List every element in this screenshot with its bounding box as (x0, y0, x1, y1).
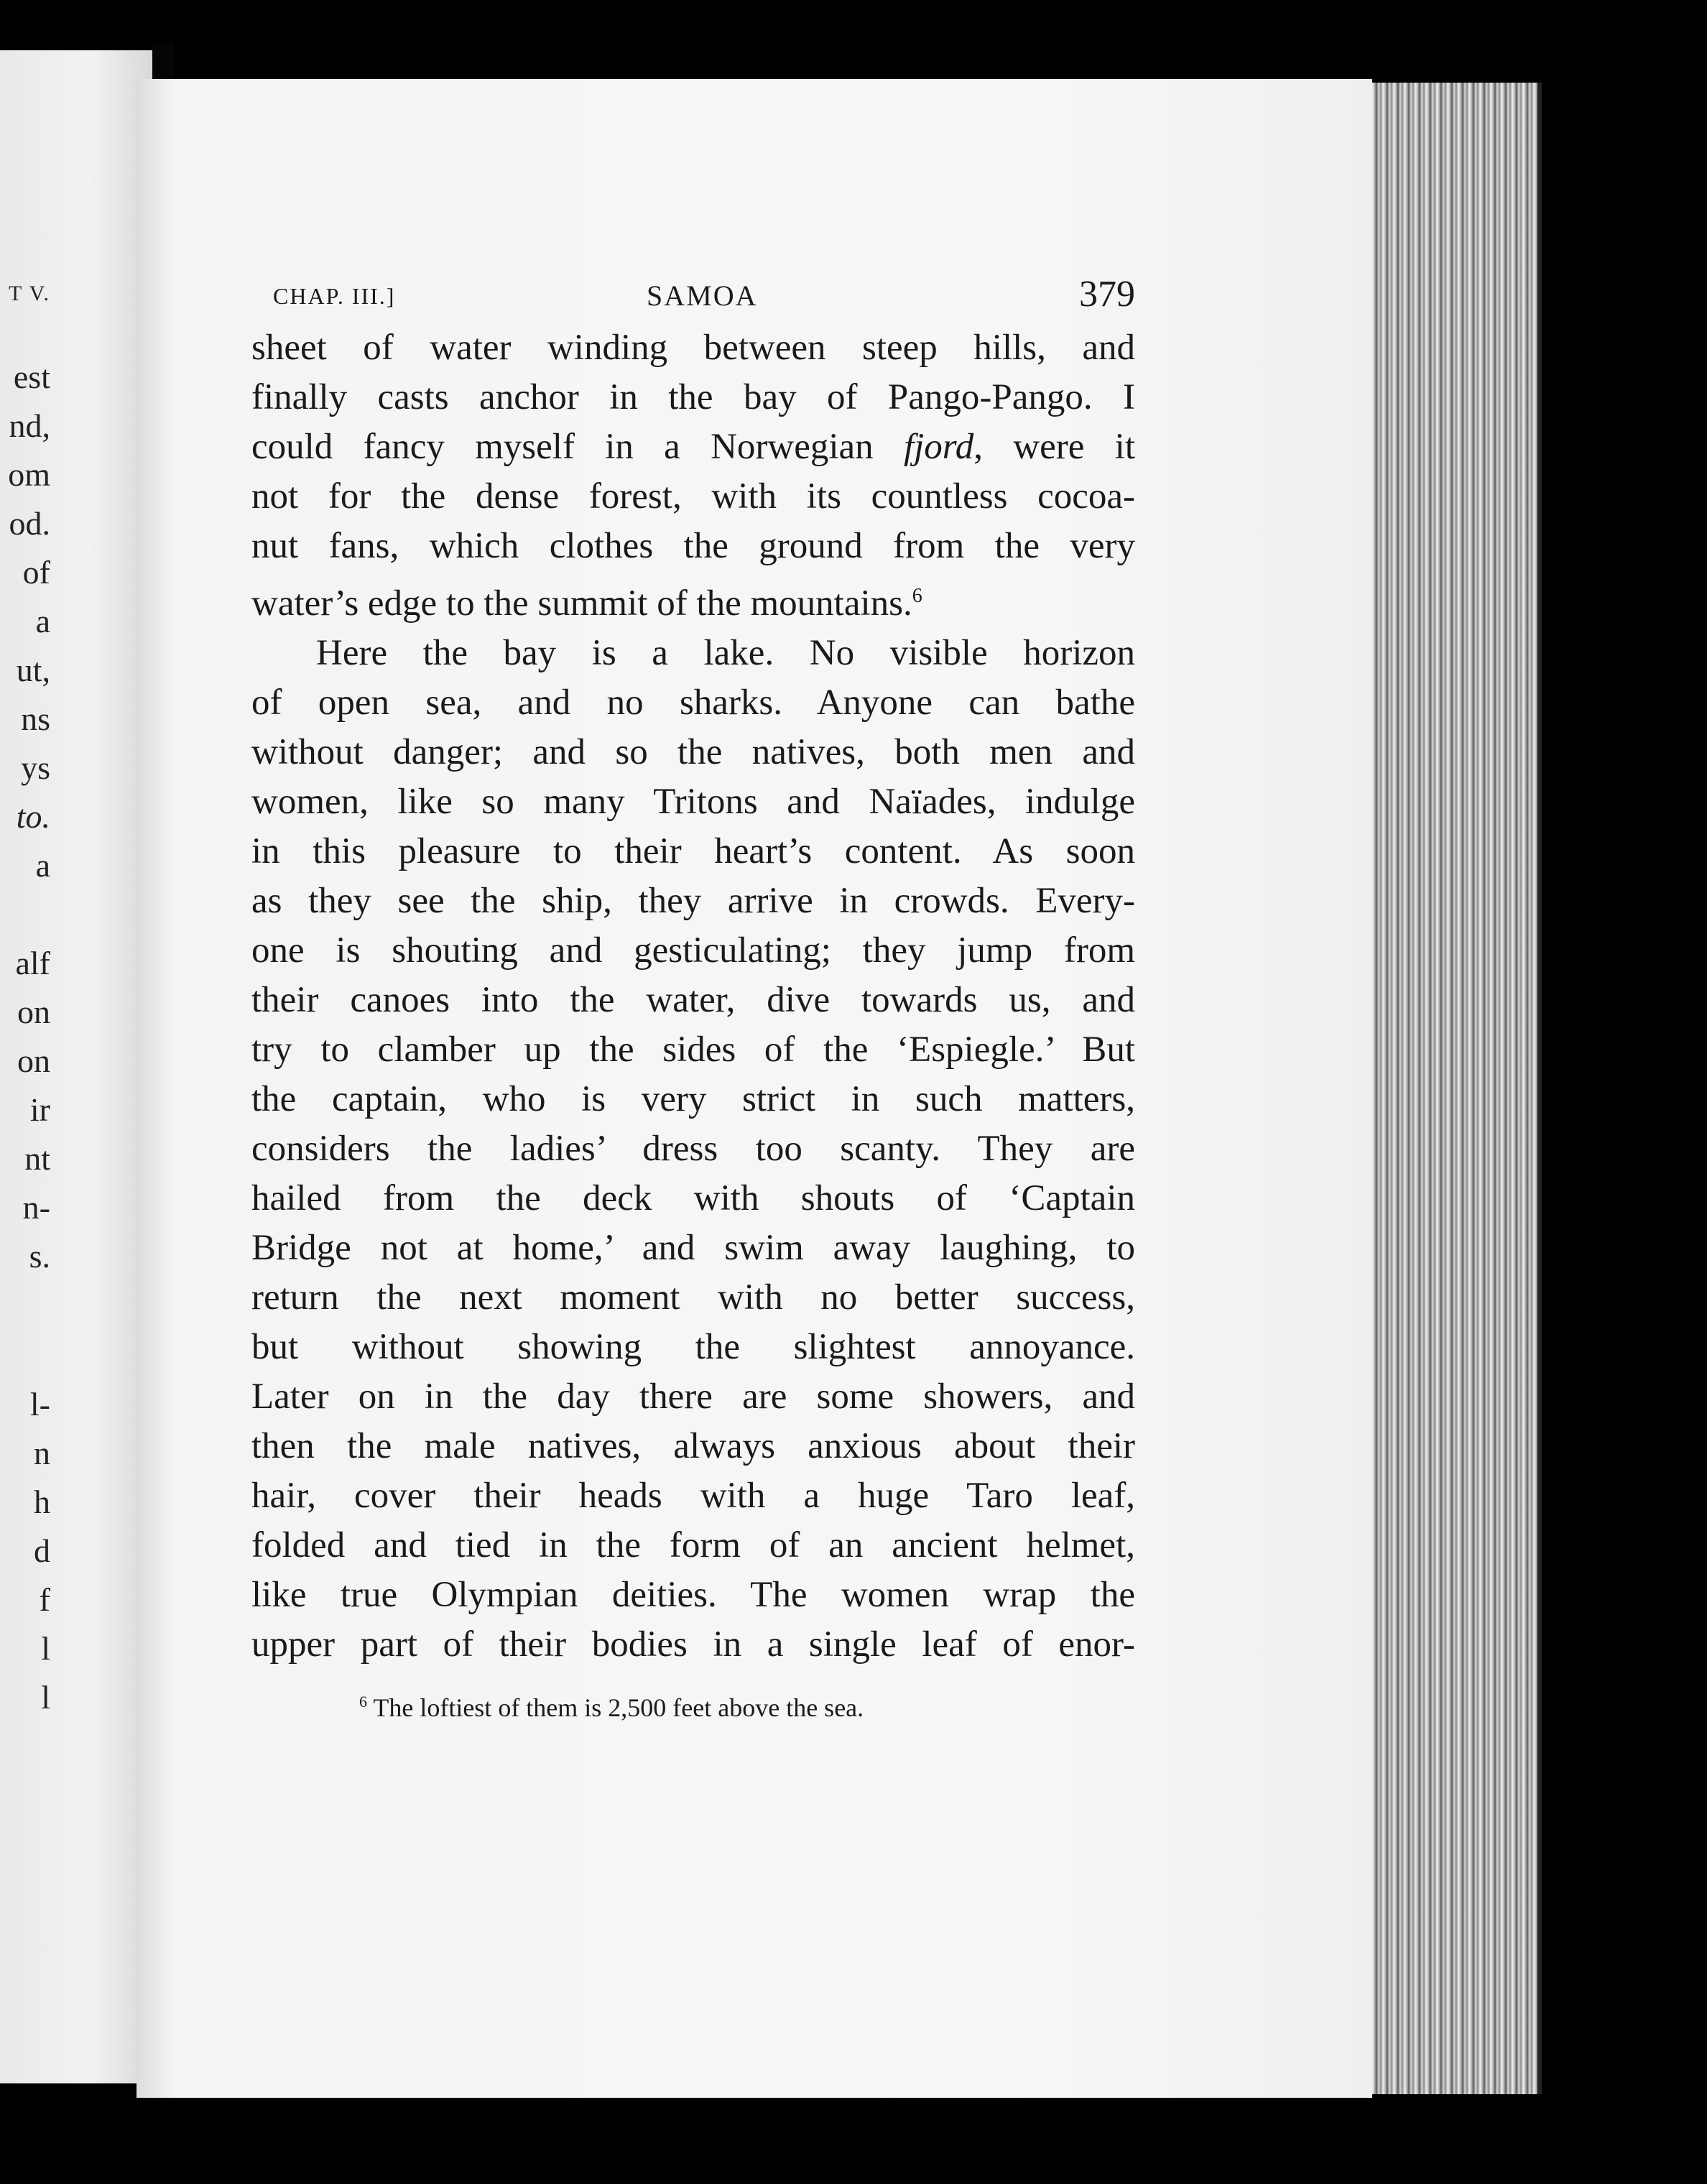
text-line: upper part of their bodies in a single leaf of enor- (251, 1624, 1135, 1665)
page-number: 379 (1079, 274, 1135, 315)
text-line: hair, cover their heads with a huge Taro leaf, (251, 1476, 1135, 1516)
text-line: not for the dense forest, with its countless cocoa- (251, 476, 1135, 517)
page-edges (1361, 83, 1542, 2094)
text-line: finally casts anchor in the bay of Pango-Pango. I (251, 377, 1135, 417)
left-page-fragment: nd, (9, 407, 50, 444)
footnote (251, 1684, 1135, 1726)
left-page-fragment: ns (21, 700, 50, 737)
text-run: water’s edge to the summit of the mountains. (251, 583, 912, 624)
left-page-running-head: T V. (8, 282, 50, 305)
left-page-fragment: ys (21, 749, 50, 786)
left-page-fragment: l (41, 1679, 50, 1716)
left-page-fragment: l- (29, 1386, 50, 1422)
left-page-fragment: alf (15, 945, 50, 981)
text-run: could fancy myself in a Norwegian (251, 427, 904, 467)
left-page-fragment: a (35, 603, 50, 639)
text-line: in this pleasure to their heart’s content. As soon (251, 831, 1135, 871)
text-line: then the male natives, always anxious about their (251, 1426, 1135, 1466)
text-line: the captain, who is very strict in such matters, (251, 1079, 1135, 1119)
paragraph-2 (251, 629, 1135, 1670)
text-line: considers the ladies’ dress too scanty. They are (251, 1129, 1135, 1169)
footnote-reference: 6 (912, 585, 922, 607)
text-run: , were it (973, 427, 1135, 467)
chapter-reference: CHAP. III.] (273, 283, 396, 309)
page-content (251, 273, 1135, 1726)
left-page-fragment: a (35, 847, 50, 884)
text-line: their canoes into the water, dive towards us, and (251, 980, 1135, 1020)
paragraph-1 (251, 323, 1135, 629)
text-line: Here the bay is a lake. No visible horizon (316, 633, 1135, 673)
left-page-fragment: n- (22, 1189, 50, 1226)
left-page-fragment: nt (24, 1140, 50, 1177)
left-page-fragment: od. (9, 505, 50, 542)
left-page-fragment: est (13, 358, 50, 395)
running-title: SAMOA (647, 279, 758, 312)
left-page-fragment: f (39, 1581, 50, 1618)
text-line: nut fans, which clothes the ground from the very (251, 526, 1135, 566)
text-line: but without showing the slightest annoyance. (251, 1327, 1135, 1367)
footnote-text: The loftiest of them is 2,500 feet above the sea. (373, 1693, 864, 1722)
text-line: one is shouting and gesticulating; they jump from (251, 930, 1135, 971)
text-line: like true Olympian deities. The women wrap the (251, 1575, 1135, 1615)
left-page-fragment: s. (29, 1238, 50, 1274)
text-line: return the next moment with no better success, (251, 1277, 1135, 1318)
left-page-fragment: ut, (16, 652, 50, 688)
text-line: without danger; and so the natives, both men and (251, 732, 1135, 772)
text-line: sheet of water winding between steep hills, and (251, 328, 1135, 368)
left-page-fragment: ir (29, 1091, 50, 1128)
running-head (251, 273, 1135, 323)
left-page-fragment: om (8, 456, 50, 493)
text-line (251, 571, 1135, 629)
left-page-fragment: on (17, 1042, 50, 1079)
left-page-fragment: n (34, 1435, 50, 1471)
text-line: folded and tied in the form of an ancient helmet, (251, 1525, 1135, 1565)
text-line: women, like so many Tritons and Naïades, indulge (251, 782, 1135, 822)
text-line: as they see the ship, they arrive in crowds. Every- (251, 881, 1135, 921)
footnote-mark: 6 (359, 1693, 367, 1711)
left-page-fragment: of (22, 554, 50, 591)
text-line (251, 422, 1135, 472)
text-line: try to clamber up the sides of the ‘Espiegle.’ But (251, 1029, 1135, 1070)
text-line: Later on in the day there are some showers, and (251, 1376, 1135, 1417)
text-line: of open sea, and no sharks. Anyone can bathe (251, 682, 1135, 723)
left-page-fragment: on (17, 994, 50, 1030)
left-page-fragment: to. (16, 798, 50, 835)
left-page-fragment: l (41, 1630, 50, 1667)
left-page (0, 50, 152, 2083)
left-page-fragment: h (34, 1484, 50, 1520)
italic-word: fjord (903, 427, 974, 467)
text-line: hailed from the deck with shouts of ‘Captain (251, 1178, 1135, 1218)
text-line: Bridge not at home,’ and swim away laughing, to (251, 1228, 1135, 1268)
left-page-fragment: d (34, 1532, 50, 1569)
